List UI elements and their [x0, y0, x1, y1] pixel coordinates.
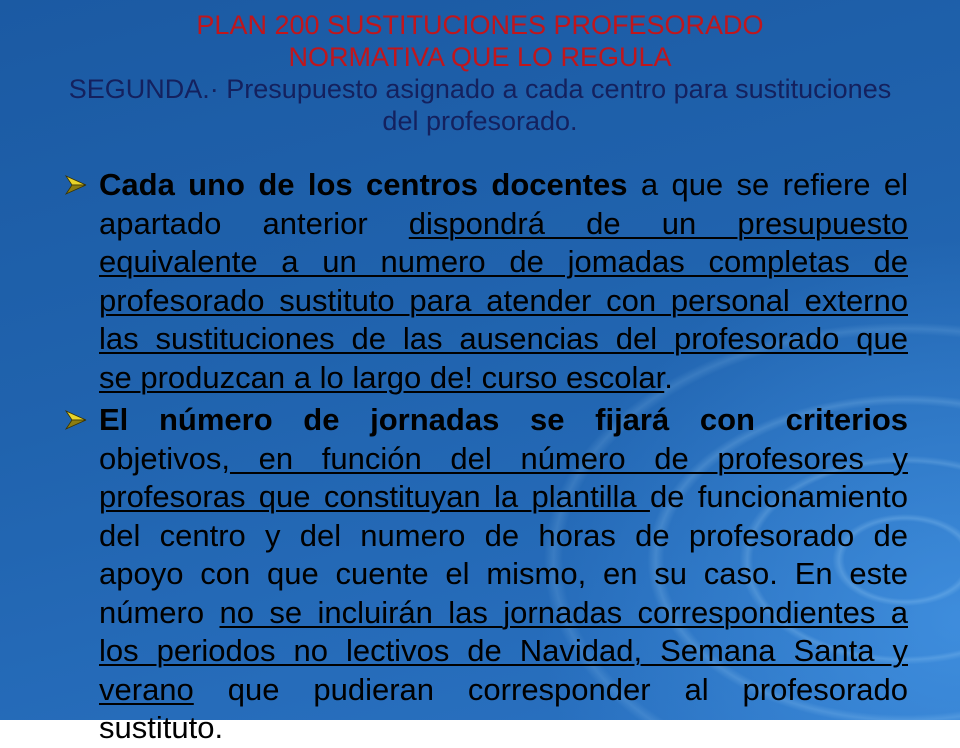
underlined-text: dispondrá de un presupuesto	[408, 205, 908, 241]
underlined-text: profesoras que constituyan la plantilla	[99, 479, 650, 514]
bullet-line	[99, 205, 908, 244]
bullet-line	[99, 401, 908, 440]
text: apartado anterior	[99, 205, 409, 241]
underlined-text: no se incluirán las jornadas correspondientes a	[219, 594, 908, 630]
text: sustituto.	[99, 710, 224, 745]
underlined-text: las sustituciones de las ausencias del profesorado que	[99, 321, 908, 356]
title-line-2: NORMATIVA QUE LO REGULA	[288, 42, 672, 72]
underlined-text: los periodos no lectivos de Navidad, Semana Santa y	[99, 633, 908, 668]
text: del centro y del numero de horas de profesorado de	[99, 517, 908, 553]
bullet-line	[99, 440, 908, 479]
subtitle-line-2: del profesorado.	[382, 106, 578, 136]
underlined-text: equivalente a un numero de jomadas completas de	[99, 244, 908, 279]
text: apoyo con que cuente el mismo, en su caso. En este	[99, 556, 908, 591]
bold-text: El número de jornadas se fijará con criterios	[99, 402, 908, 437]
bullet-item-2	[99, 401, 909, 745]
title-line-1: PLAN 200 SUSTITUCIONES PROFESORADO	[196, 10, 764, 40]
bullet-line	[99, 478, 908, 517]
slide-title	[0, 9, 960, 137]
bullet-line	[99, 166, 908, 205]
bullet-line	[99, 632, 908, 671]
bullet-line	[99, 517, 908, 556]
underlined-text: se produzcan a lo largo de! curso escolar	[99, 359, 665, 395]
arrow-bullet-icon	[64, 174, 88, 196]
text: número	[99, 594, 220, 630]
bullet-line	[99, 359, 908, 398]
bullet-line	[99, 320, 908, 359]
arrow-bullet-icon	[64, 409, 88, 431]
bullet-line	[99, 243, 908, 282]
bullet-line	[99, 671, 908, 710]
bullet-line	[99, 594, 908, 633]
bullet-line	[99, 282, 908, 321]
text: objetivos,	[99, 440, 230, 476]
text: que pudieran corresponder al profesorado	[193, 671, 908, 707]
underlined-text: en función del número de profesores y	[229, 440, 908, 476]
bold-text: Cada uno de los centros docentes	[99, 167, 628, 202]
underlined-text: profesorado sustituto para atender con personal externo	[99, 282, 908, 318]
bullet-line	[99, 709, 908, 748]
subtitle-line-1: SEGUNDA.· Presupuesto asignado a cada centro para sustituciones	[68, 74, 892, 104]
bullet-line	[99, 555, 908, 594]
underlined-text: verano	[99, 671, 194, 707]
text: a que se refiere el	[627, 167, 909, 202]
text: de funcionamiento	[649, 479, 909, 514]
text: .	[664, 359, 673, 395]
bullet-item-1	[99, 166, 908, 397]
